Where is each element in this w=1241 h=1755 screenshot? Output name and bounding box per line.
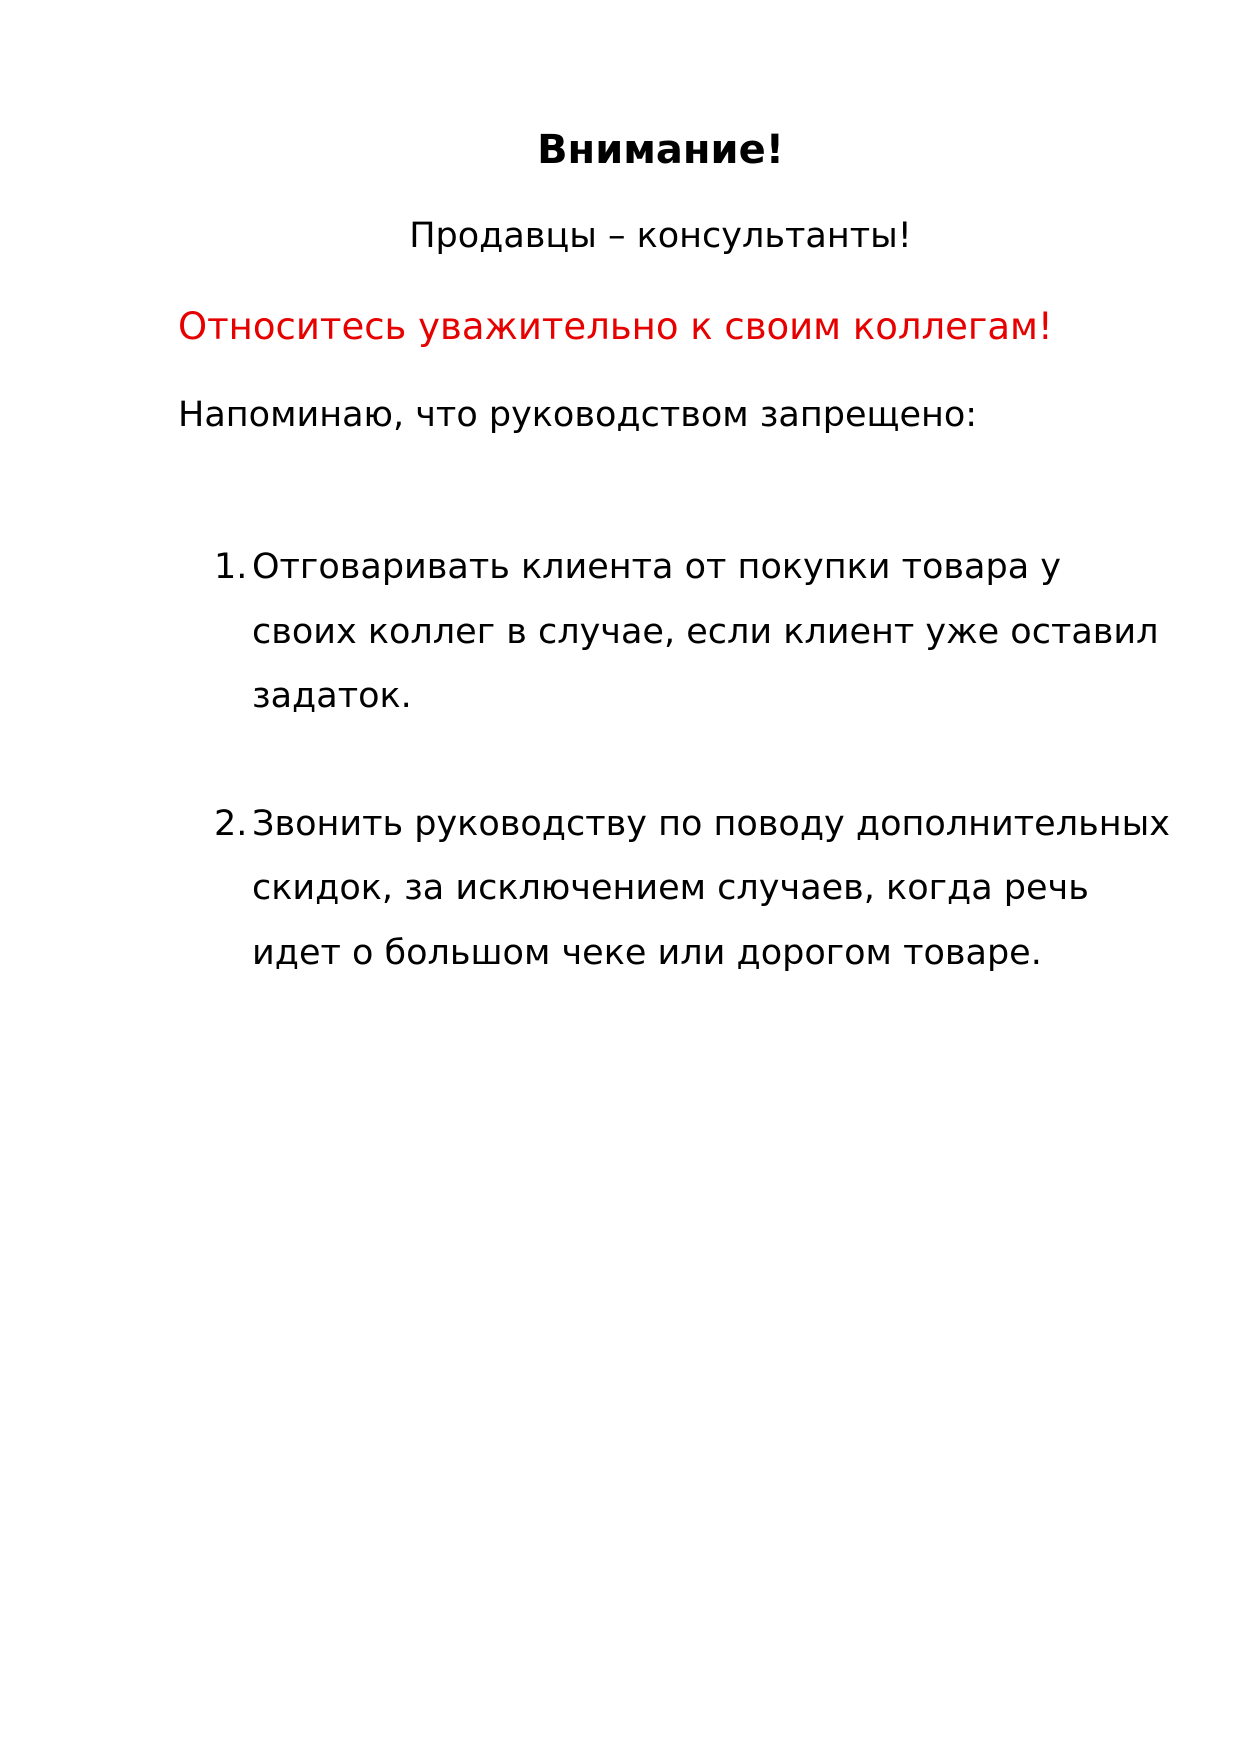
- list-item-number: 1.: [214, 547, 248, 587]
- intro-text: Напоминаю, что руководством запрещено:: [178, 395, 978, 435]
- page-subtitle: Продавцы – консультанты!: [409, 216, 912, 256]
- list-item-text: Отговаривать клиента от покупки товара у своих коллег в случае, если клиент уже оставил задаток.: [252, 547, 1159, 716]
- prohibitions-list: [214, 535, 1174, 985]
- warning-message: Относитесь уважительно к своим коллегам!: [178, 305, 1053, 348]
- list-item-text: Звонить руководству по поводу дополнительных скидок, за исключением случаев, когда речь идет о большом чеке или дорогом товаре.: [252, 803, 1170, 973]
- page-title: Внимание!: [537, 127, 784, 173]
- list-item-number: 2.: [214, 803, 248, 844]
- list-item: [214, 792, 1174, 986]
- list-item: [214, 535, 1174, 729]
